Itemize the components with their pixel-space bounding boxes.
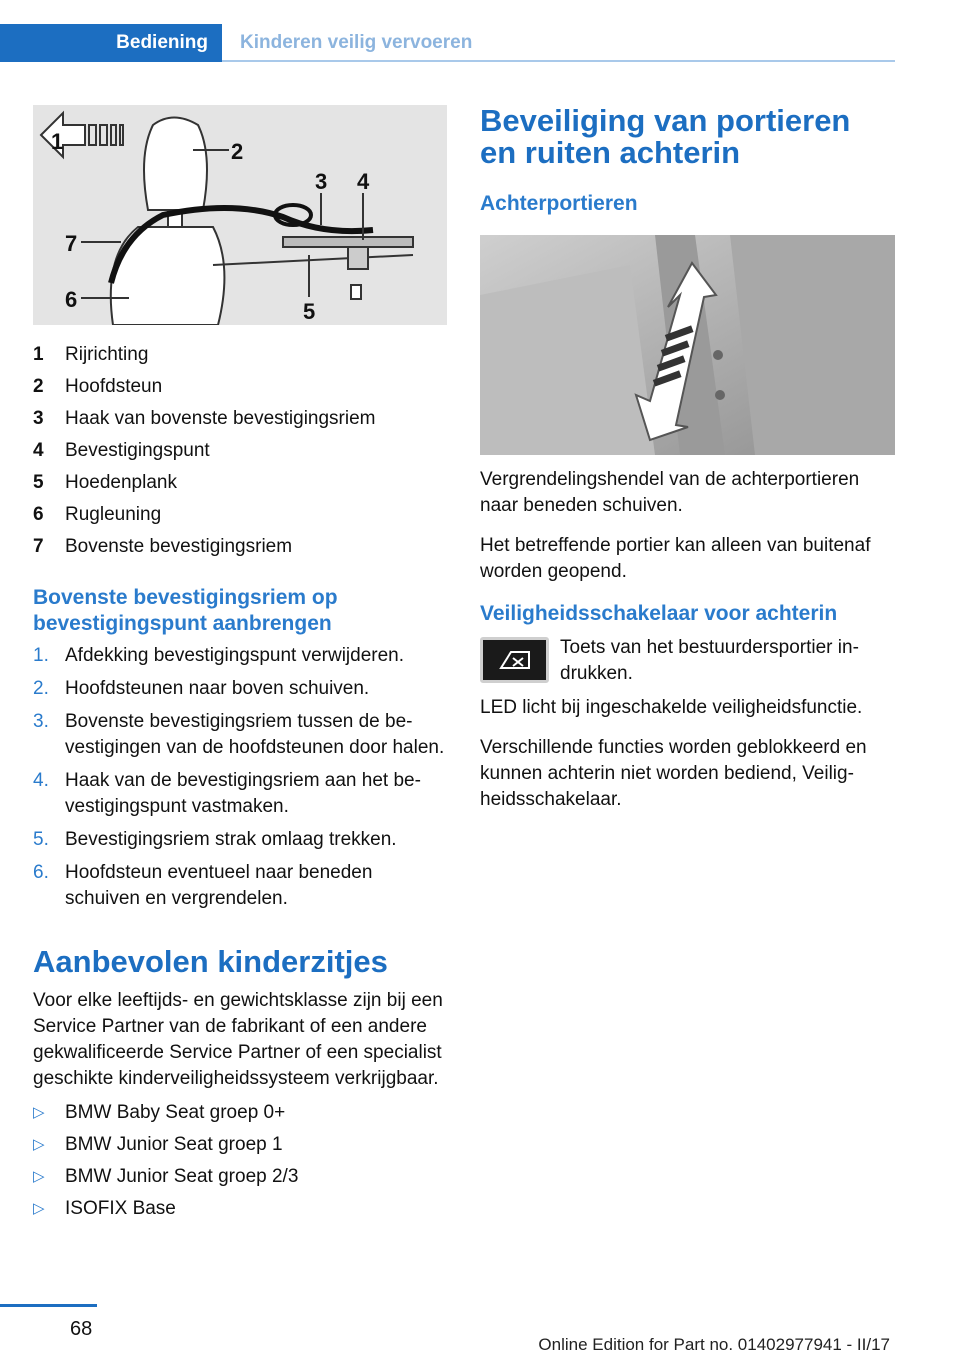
- legend-number: 7: [33, 536, 44, 557]
- legend-number: 2: [33, 376, 44, 397]
- callout-7: 7: [65, 231, 78, 256]
- tab-bediening[interactable]: Bediening: [0, 24, 222, 62]
- legend-number: 1: [33, 344, 44, 365]
- step-number: 3.: [33, 711, 49, 732]
- list-item-text: ISOFIX Base: [65, 1198, 176, 1219]
- legend-number: 6: [33, 504, 44, 525]
- child-lock-switch-icon: [480, 637, 549, 683]
- legend-label: Bovenste bevestigingsriem: [65, 536, 293, 557]
- list-item-text: BMW Junior Seat groep 1: [65, 1134, 283, 1155]
- tether-illustration: [33, 105, 447, 325]
- legend-label: Hoedenplank: [65, 472, 177, 493]
- step-number: 4.: [33, 770, 49, 791]
- footer-rule: [0, 1304, 97, 1307]
- legend-item: [33, 371, 447, 403]
- recommended-body: Voor elke leeftijds- en gewichtsklasse zijn bij een Service Partner van de fabrikant of een andere gekwalificeerde Service Partner of een specialist geschikte kinderveiligheidssysteem verkrijgbaar.: [33, 990, 443, 1089]
- step-item: [33, 827, 447, 853]
- blocked-functions-note: Verschillende functies worden geblokkeerd en kunnen achterin niet worden bediend, Veiligheidsschakelaar.: [480, 737, 867, 810]
- step-text: Hoofdsteun eventueel naar beneden schuiven en vergrendelen.: [65, 862, 373, 909]
- legend-label: Bevestigingspunt: [65, 440, 210, 461]
- step-number: 2.: [33, 678, 49, 699]
- edition-note: Online Edition for Part no. 01402977941 - II/17: [538, 1335, 890, 1354]
- figure-legend: [33, 339, 447, 563]
- callout-3: 3: [315, 169, 328, 194]
- callout-2: 2: [231, 139, 244, 164]
- step-text: Bovenste bevestigingsriem tussen de bevestigingen van de hoofdsteunen door halen.: [65, 711, 445, 758]
- step-item: [33, 768, 447, 820]
- tether-figure: [33, 105, 447, 325]
- right-column: [480, 105, 895, 813]
- callout-4: 4: [357, 169, 370, 194]
- switch-instruction: Toets van het bestuurdersportier indrukken.: [560, 637, 859, 684]
- step-item: [33, 676, 447, 702]
- triangle-bullet-icon: ▷: [33, 1104, 45, 1121]
- step-text: Afdekking bevestigingspunt verwijderen.: [65, 645, 405, 666]
- led-note: LED licht bij ingeschakelde veiligheidsfunctie.: [480, 697, 863, 718]
- step-number: 5.: [33, 829, 49, 850]
- switch-row: [480, 635, 895, 687]
- list-item: [33, 1132, 447, 1158]
- mounting-heading: Bovenste bevestigingsriem op bevestigingspunt aanbrengen: [33, 586, 338, 635]
- legend-item: [33, 499, 447, 531]
- step-item: [33, 860, 447, 912]
- door-lock-photo: [480, 235, 895, 455]
- legend-item: [33, 403, 447, 435]
- header-tabbar: [0, 24, 895, 62]
- list-item-text: BMW Junior Seat groep 2/3: [65, 1166, 299, 1187]
- header-divider: [222, 60, 895, 62]
- legend-label: Rijrichting: [65, 344, 149, 365]
- legend-label: Rugleuning: [65, 504, 162, 525]
- security-heading: Beveiliging van portieren en ruiten achterin: [480, 103, 851, 170]
- rear-doors-note: Het betreffende portier kan alleen van buitenaf worden geopend.: [480, 535, 871, 582]
- triangle-bullet-icon: ▷: [33, 1168, 45, 1185]
- callout-6: 6: [65, 287, 78, 312]
- recommended-seat-list: [33, 1100, 447, 1222]
- tab-kinderen-veilig-vervoeren[interactable]: Kinderen veilig vervoeren: [240, 32, 473, 53]
- legend-number: 4: [33, 440, 44, 461]
- rear-doors-instruction: Vergrendelingshendel van de achterportieren naar beneden schuiven.: [480, 469, 860, 516]
- step-text: Bevestigingsriem strak omlaag trekken.: [65, 829, 397, 850]
- callout-5: 5: [303, 299, 316, 324]
- legend-number: 3: [33, 408, 44, 429]
- legend-item: [33, 467, 447, 499]
- legend-label: Haak van bovenste bevestigingsriem: [65, 408, 376, 429]
- recommended-heading: Aanbevolen kinderzitjes: [33, 944, 388, 979]
- legend-item: [33, 435, 447, 467]
- step-number: 6.: [33, 862, 49, 883]
- mounting-steps: [33, 643, 447, 912]
- step-number: 1.: [33, 645, 49, 666]
- legend-number: 5: [33, 472, 44, 493]
- callout-1: 1: [51, 129, 64, 154]
- triangle-bullet-icon: ▷: [33, 1200, 45, 1217]
- list-item-text: BMW Baby Seat groep 0+: [65, 1102, 286, 1123]
- step-text: Haak van de bevestigingsriem aan het bevestigingspunt vastmaken.: [65, 770, 421, 817]
- page-number: 68: [70, 1318, 93, 1340]
- step-text: Hoofdsteunen naar boven schuiven.: [65, 678, 370, 699]
- list-item: [33, 1196, 447, 1222]
- list-item: [33, 1100, 447, 1126]
- rear-doors-heading: Achterportieren: [480, 192, 638, 215]
- list-item: [33, 1164, 447, 1190]
- door-lock-figure: [480, 235, 895, 455]
- legend-item: [33, 531, 447, 563]
- step-item: [33, 643, 447, 669]
- legend-item: [33, 339, 447, 371]
- step-item: [33, 709, 447, 761]
- legend-label: Hoofdsteun: [65, 376, 163, 397]
- left-column: [33, 105, 447, 1228]
- switch-heading: Veiligheidsschakelaar voor achterin: [480, 602, 838, 625]
- triangle-bullet-icon: ▷: [33, 1136, 45, 1153]
